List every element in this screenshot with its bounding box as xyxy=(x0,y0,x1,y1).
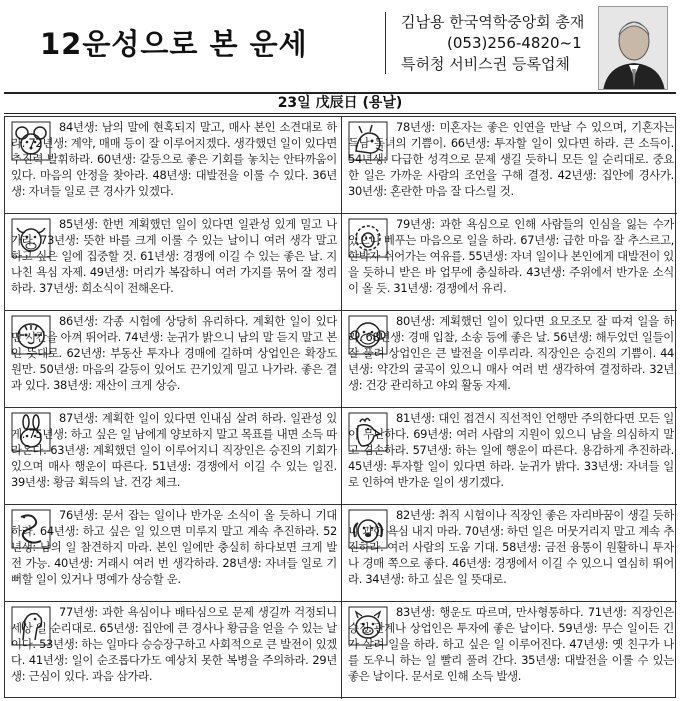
zodiac-text-snake: 76년생: 문서 잡는 일이나 반가운 소식이 올 듯하니 기대하라. 64년생: 하고 싶은 일 있으면 미루지 말고 계속 추진하라. 52년생: 남의 일 참견하지 마라. 본인 일에만 충실히 하다보면 크게 발전 가능. 40년생: 거래시 여러 번 생각하라. 28년생: 자녀들 일로 기뻐할 일이 있거나 명예가 상승할 운. xyxy=(11,508,337,586)
zodiac-cell-snake xyxy=(5,505,341,602)
zodiac-text-tiger: 86년생: 각종 시험에 상당히 유리하다. 계획한 일이 있다면 시간을 아껴 뛰어라. 74년생: 눈귀가 밝으니 남의 말 듣지 말고 본인 뜻대로. 62년생: 부동산 투자나 경매에 길하며 상업인은 확장도 원만. 50년생: 마음의 갈등이 있어도 끈기있게 밀고 나가라. 좋은 결과 있다. 38년생: 재산이 크게 상승. xyxy=(11,314,337,392)
header xyxy=(0,0,680,92)
zodiac-cell-rat xyxy=(5,117,341,214)
zodiac-text-dog: 82년생: 취직 시험이나 직장인 좋은 자리바꿈이 생길 듯하니 과한 욕심 내지 마라. 70년생: 하던 일은 머뭇거리지 말고 계속 추진하라. 여러 사람의 도움 기대. 58년생: 금전 융통이 원활하니 투자나 경매 쪽으로 좋다. 46년생: 경쟁에서 이길 수 있으니 열심히 뛰어라. 34년생: 하고 싶은 일 뜻대로. xyxy=(348,508,674,586)
zodiac-cell-monkey xyxy=(341,311,677,408)
author-phone: (053)256-4820~1 xyxy=(447,34,582,52)
zodiac-cell-rabbit xyxy=(5,408,341,505)
author-patent: 특허청 서비스권 등록업체 xyxy=(401,55,570,73)
author-name: 김남용 한국역학중앙회 총재 xyxy=(401,13,585,31)
zodiac-text-horse: 77년생: 과한 욕심이나 배타심으로 문제 생길까 걱정되니 세상 일 순리대로. 65년생: 집안에 큰 경사나 황금을 얻을 수 있는 날이다. 53년생: 하는 일마다 승승장구하고 사회적으로 큰 발전이 있겠다. 41년생: 일이 순조롭다가도 예상치 못한 복병을 주의하라. 29년생: 근심이 있다. 과음 삼가라. xyxy=(11,605,337,683)
zodiac-text-monkey: 80년생: 계획했던 일이 있다면 요모조모 잘 따져 일을 하라. 68년생: 경매 입찰, 소송 등에 좋은 날. 56년생: 해두었던 일들이 잘 풀려 상업인은 큰 발전을 이루리라. 직장인은 승진의 기쁨이. 44년생: 약간의 굴곡이 있으니 매사 여러 번 생각하여 결정하라. 32년생: 건강 관리하고 야외 활동 자제. xyxy=(348,314,674,392)
zodiac-cell-horse xyxy=(5,602,341,699)
zodiac-cell-sheep xyxy=(341,214,677,311)
divider xyxy=(385,12,386,74)
zodiac-cell-tiger xyxy=(5,311,341,408)
day-title: 23일 戊辰日 (용날) xyxy=(4,92,676,114)
zodiac-grid xyxy=(4,116,676,698)
zodiac-text-pig: 83년생: 행운도 따르며, 만사형통하다. 71년생: 직장인은 승진 관계나 상업인은 투자에 좋은 날이다. 59년생: 무슨 일이든 긴가 살려 일을 하라. 하고 싶은 일 이루어진다. 47년생: 옛 친구가 나를 도우니 하는 일 빨리 풀려 간다. 35년생: 대발전을 이룰 수 있는 좋은 날이다. 문서로 인해 소득 발생. xyxy=(348,605,674,683)
zodiac-text-sheep: 79년생: 과한 욕심으로 인해 사람들의 인심을 잃는 수가 있으니 베푸는 마음으로 일을 하라. 67년생: 급한 마음 잘 추스르고, 한박자 쉬어가는 여유를. 55년생: 자녀 일이나 본인에게 대발전이 있을 듯하니 받은 바 업무에 충실하라. 43년생: 주위에서 반가운 소식이 올 듯. 31년생: 경쟁에서 유리. xyxy=(348,217,674,295)
zodiac-cell-pig xyxy=(341,602,677,699)
author-photo xyxy=(598,6,668,90)
zodiac-text-rat: 84년생: 남의 말에 현혹되지 말고, 매사 본인 소견대로 하라. 72년생: 계약, 매매 등이 잘 이루어지겠다. 생각했던 일이 있다면 추진력 발휘하라. 60년생: 갈등으로 좋은 기회를 놓치는 안타까움이 있다. 마음의 안정을 찾아라. 48년생: 대발전을 이룰 수 있다. 36년생: 자녀들 일로 큰 경사가 있겠다. xyxy=(11,120,337,198)
page-title: 12운성으로 본 운세 xyxy=(40,27,308,61)
zodiac-cell-rooster xyxy=(341,408,677,505)
zodiac-text-rabbit: 87년생: 계획한 일이 있다면 인내심 살려 하라. 일관성 있게. 75년생: 하고 싶은 일 남에게 양보하지 말고 목표를 내면 소득 따라온다. 63년생: 계획했던 일이 이루어지니 직장인은 승진의 기회가 있으며 매사 행운이 따른다. 51년생: 경쟁에서 이길 수 있는 일진. 39년생: 황금 획득의 날. 건강 체크. xyxy=(11,411,337,489)
zodiac-cell-ox xyxy=(5,214,341,311)
zodiac-text-ox: 85년생: 한번 계획했던 일이 있다면 일관성 있게 밀고 나가라. 73년생: 뜻한 바를 크게 이룰 수 있는 날이니 여러 생각 말고 하고 싶은 일에 집중할 것. 61년생: 경쟁에 이길 수 있는 좋은 날. 지나친 욕심 자제. 49년생: 머리가 복잡하니 여러 가지를 묶어 잘 정리하라. 37년생: 희소식이 전해온다. xyxy=(11,217,337,295)
zodiac-cell-dragon xyxy=(341,117,677,214)
zodiac-cell-dog xyxy=(341,505,677,602)
zodiac-text-rooster: 81년생: 대인 접견시 직선적인 언행만 주의한다면 모든 일이 무난하다. 69년생: 여러 사람의 지원이 있으니 남을 의심하지 말고 겸손하라. 57년생: 하는 일에 행운이 따른다. 용감하게 추진하라. 45년생: 투자할 일이 있다면 하라. 눈귀가 밝다. 33년생: 자녀들 일로 인하여 반가운 일이 생기겠다. xyxy=(348,411,674,489)
zodiac-text-dragon: 78년생: 미혼자는 좋은 인연을 만날 수 있으며, 기혼자는 득남 득녀의 기쁨이. 66년생: 투자할 일이 있다면 하라. 큰 소득이. 54년생: 다급한 성격으로 문제 생길 듯하니 모든 일 순리대로. 중요한 일은 가까운 사람의 조언을 구해 결정. 42년생: 집안에 경사가. 30년생: 혼란한 마음 잘 다스릴 것. xyxy=(348,120,674,198)
author-block xyxy=(401,12,599,75)
